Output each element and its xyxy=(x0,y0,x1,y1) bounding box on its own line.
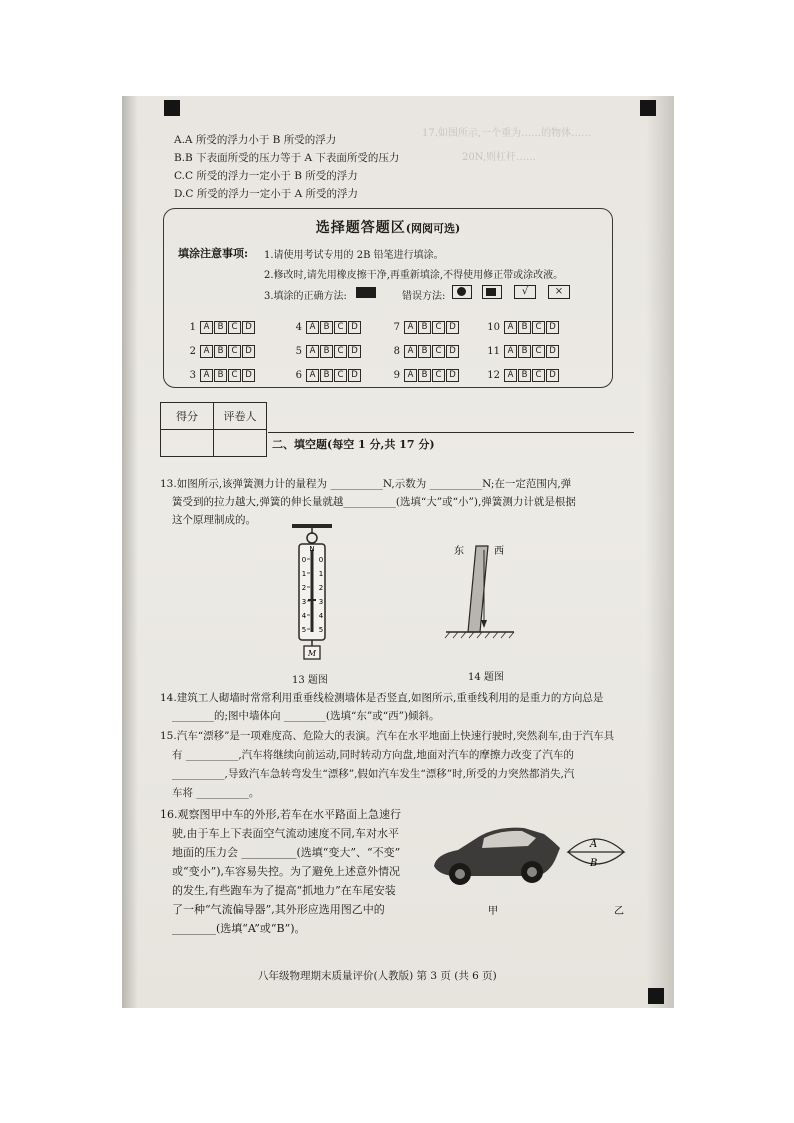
bleed-through: 17.如图所示,一个重为……的物体…… xyxy=(422,128,592,139)
tick-label-right: 3 xyxy=(318,598,324,606)
answer-bubble-a[interactable]: A xyxy=(504,369,517,382)
page-shadow-right xyxy=(646,96,674,1008)
answer-bubble-b[interactable]: B xyxy=(418,345,431,358)
answer-row-1 xyxy=(178,321,256,334)
tick-label-left: 5 xyxy=(301,626,307,634)
registration-mark xyxy=(640,100,656,116)
answer-bubble-a[interactable]: A xyxy=(504,321,517,334)
note-1: 1.请使用考试专用的 2B 铅笔进行填涂。 xyxy=(264,250,444,261)
wrong-sample-dot xyxy=(452,285,472,299)
question-number: 8 xyxy=(393,346,400,357)
fig13-caption: 13 题图 xyxy=(292,675,328,686)
ground-hatching xyxy=(445,632,514,638)
answer-bubble-b[interactable]: B xyxy=(214,321,227,334)
option-c: C.C 所受的浮力一定小于 B 所受的浮力 xyxy=(174,170,358,182)
q16-line3: 地面的压力会 __________(选填“变大”、“不变” xyxy=(172,846,401,859)
answer-bubble-c[interactable]: C xyxy=(532,321,545,334)
answer-bubble-c[interactable]: C xyxy=(532,369,545,382)
q14-line2: ________的;图中墙体向 ________(选填“东”或“西”)倾斜。 xyxy=(172,710,440,722)
answer-bubble-c[interactable]: C xyxy=(228,321,241,334)
q13-line1: 13.如图所示,该弹簧测力计的量程为 __________N,示数为 __________N;在一定范围内,弹 xyxy=(160,478,572,490)
answer-bubble-d[interactable]: D xyxy=(348,345,361,358)
grader-cell[interactable] xyxy=(214,430,267,457)
wrong-label: 错误方法: xyxy=(402,291,446,302)
answer-bubble-b[interactable]: B xyxy=(518,369,531,382)
scale-unit: N xyxy=(309,545,315,553)
tick-label-left: 0 xyxy=(301,556,307,564)
answer-bubble-c[interactable]: C xyxy=(228,345,241,358)
photographed-page xyxy=(122,96,674,1008)
q16-line1: 16.观察图甲中车的外形,若车在水平路面上急速行 xyxy=(160,808,401,821)
answer-bubble-d[interactable]: D xyxy=(242,321,255,334)
fig16-caption-b: 乙 xyxy=(614,906,624,917)
answer-row-5 xyxy=(284,345,362,358)
grader-header: 评卷人 xyxy=(214,403,267,430)
registration-mark xyxy=(648,988,664,1004)
tick-label-left: 4 xyxy=(301,612,307,620)
page-shadow-left xyxy=(122,96,138,1008)
plumb-bob xyxy=(481,620,487,628)
section-rule xyxy=(268,432,634,433)
answer-bubble-b[interactable]: B xyxy=(518,321,531,334)
question-number: 12 xyxy=(487,370,500,381)
answer-bubble-b[interactable]: B xyxy=(320,321,333,334)
answer-area-title-text: 选择题答题区 xyxy=(315,220,406,236)
wall-plumb-figure xyxy=(440,540,530,650)
answer-bubble-b[interactable]: B xyxy=(418,321,431,334)
q15-line2: 有 __________,汽车将继续向前运动,同时转动方向盘,地面对汽车的摩擦力改变了汽车的 xyxy=(172,749,574,761)
answer-bubble-c[interactable]: C xyxy=(432,345,445,358)
airfoil-label-b: B xyxy=(590,858,598,869)
answer-bubble-c[interactable]: C xyxy=(432,321,445,334)
tick-label-right: 0 xyxy=(318,556,324,564)
tick-label-right: 1 xyxy=(318,570,324,578)
answer-bubble-d[interactable]: D xyxy=(446,345,459,358)
leaning-wall xyxy=(468,546,488,632)
q15-line3: __________,导致汽车急转弯发生“漂移”,假如汽车发生“漂移”时,所受的力突然都消失,汽 xyxy=(172,768,575,780)
question-number: 1 xyxy=(189,322,196,333)
score-header: 得分 xyxy=(161,403,214,430)
note-2: 2.修改时,请先用橡皮擦干净,再重新填涂,不得使用修正带或涂改液。 xyxy=(264,270,564,281)
question-number: 4 xyxy=(295,322,302,333)
answer-bubble-d[interactable]: D xyxy=(242,345,255,358)
answer-bubble-b[interactable]: B xyxy=(214,369,227,382)
tick-label-left: 2 xyxy=(301,584,307,592)
question-number: 3 xyxy=(189,370,196,381)
answer-bubble-c[interactable]: C xyxy=(334,321,347,334)
registration-mark xyxy=(164,100,180,116)
answer-row-3 xyxy=(178,369,256,382)
answer-row-6 xyxy=(284,369,362,382)
option-a: A.A 所受的浮力小于 B 所受的浮力 xyxy=(174,134,337,146)
weight-label: M xyxy=(307,649,317,658)
option-b: B.B 下表面所受的压力等于 A 下表面所受的压力 xyxy=(174,152,400,164)
answer-bubble-d[interactable]: D xyxy=(546,345,559,358)
answer-bubble-d[interactable]: D xyxy=(348,369,361,382)
answer-bubble-d[interactable]: D xyxy=(242,369,255,382)
answer-row-2 xyxy=(178,345,256,358)
answer-bubble-b[interactable]: B xyxy=(518,345,531,358)
answer-bubble-d[interactable]: D xyxy=(446,369,459,382)
answer-bubble-a[interactable]: A xyxy=(404,321,417,334)
tick-label-left: 1 xyxy=(301,570,307,578)
question-number: 10 xyxy=(487,322,500,333)
question-number: 6 xyxy=(295,370,302,381)
tick-label-right: 2 xyxy=(318,584,324,592)
answer-bubble-a[interactable]: A xyxy=(200,369,213,382)
answer-row-12 xyxy=(482,369,560,382)
page-footer: 八年级物理期末质量评价(人教版) 第 3 页 (共 6 页) xyxy=(258,970,497,982)
option-d: D.C 所受的浮力一定小于 A 所受的浮力 xyxy=(174,188,359,200)
answer-bubble-a[interactable]: A xyxy=(306,321,319,334)
q16-line5: 的发生,有些跑车为了提高“抓地力”在车尾安装 xyxy=(172,884,396,897)
section-title: 二、填空题(每空 1 分,共 17 分) xyxy=(272,438,435,451)
answer-row-7 xyxy=(382,321,460,334)
correct-fill-sample xyxy=(356,287,376,298)
answer-bubble-b[interactable]: B xyxy=(320,345,333,358)
answer-bubble-c[interactable]: C xyxy=(432,369,445,382)
question-number: 7 xyxy=(393,322,400,333)
tick-label-left: 3 xyxy=(301,598,307,606)
notes-label: 填涂注意事项: xyxy=(178,247,249,260)
answer-bubble-b[interactable]: B xyxy=(418,369,431,382)
car-image xyxy=(434,828,560,885)
spring-scale-figure xyxy=(282,524,342,664)
answer-bubble-b[interactable]: B xyxy=(320,369,333,382)
question-number: 11 xyxy=(487,346,500,357)
note-3: 3.填涂的正确方法: xyxy=(264,291,347,302)
answer-bubble-d[interactable]: D xyxy=(546,321,559,334)
answer-bubble-a[interactable]: A xyxy=(306,345,319,358)
q16-line6: 了一种“气流偏导器”,其外形应选用图乙中的 xyxy=(172,903,385,916)
question-number: 9 xyxy=(393,370,400,381)
wrong-sample-cross: × xyxy=(548,285,570,299)
q16-line2: 驶,由于车上下表面空气流动速度不同,车对水平 xyxy=(172,827,399,840)
answer-bubble-c[interactable]: C xyxy=(334,345,347,358)
answer-bubble-a[interactable]: A xyxy=(200,345,213,358)
q15-line4: 车将 __________。 xyxy=(172,787,260,799)
question-number: 5 xyxy=(295,346,302,357)
answer-bubble-a[interactable]: A xyxy=(404,345,417,358)
q15-line1: 15.汽车“漂移”是一项难度高、危险大的表演。汽车在水平地面上快速行驶时,突然刹车,由于汽车具 xyxy=(160,730,615,742)
answer-bubble-c[interactable]: C xyxy=(334,369,347,382)
answer-bubble-a[interactable]: A xyxy=(404,369,417,382)
answer-row-10 xyxy=(482,321,560,334)
score-cell[interactable] xyxy=(161,430,214,457)
answer-row-8 xyxy=(382,345,460,358)
answer-row-4 xyxy=(284,321,362,334)
ceiling-hook-bar xyxy=(292,524,332,528)
q16-line7: ________(选填“A”或“B”)。 xyxy=(172,922,306,935)
score-table xyxy=(160,402,267,457)
airfoil-label-a: A xyxy=(590,839,598,850)
answer-area xyxy=(163,208,613,388)
answer-row-11 xyxy=(482,345,560,358)
answer-bubble-d[interactable]: D xyxy=(546,369,559,382)
q16-line4: 或“变小”),车容易失控。为了避免上述意外情况 xyxy=(172,865,401,878)
answer-bubble-a[interactable]: A xyxy=(200,321,213,334)
car-figure xyxy=(428,814,628,924)
q13-line2: 簧受到的拉力越大,弹簧的伸长量就越__________(选填“大”或“小”),弹簧测力计就是根据 xyxy=(172,496,576,508)
fig14-caption: 14 题图 xyxy=(468,672,504,683)
answer-row-9 xyxy=(382,369,460,382)
answer-bubble-c[interactable]: C xyxy=(532,345,545,358)
answer-area-subtitle: (网阅可选) xyxy=(405,222,461,235)
west-label: 西 xyxy=(494,546,504,557)
answer-bubble-b[interactable]: B xyxy=(214,345,227,358)
tick-label-right: 4 xyxy=(318,612,324,620)
top-ring xyxy=(307,533,317,543)
q13-line3: 这个原理制成的。 xyxy=(172,514,256,526)
q14-line1: 14.建筑工人砌墙时常常利用重垂线检测墙体是否竖直,如图所示,重垂线利用的是重力的方向总是 xyxy=(160,692,604,704)
answer-bubble-c[interactable]: C xyxy=(228,369,241,382)
answer-area-title xyxy=(164,217,612,237)
answer-bubble-d[interactable]: D xyxy=(348,321,361,334)
wrong-sample-check: √ xyxy=(514,285,536,299)
bleed-through: 20N,则杠杆…… xyxy=(462,152,537,163)
tick-label-right: 5 xyxy=(318,626,324,634)
question-number: 2 xyxy=(189,346,196,357)
answer-bubble-a[interactable]: A xyxy=(306,369,319,382)
answer-bubble-d[interactable]: D xyxy=(446,321,459,334)
east-label: 东 xyxy=(454,546,464,557)
fig16-caption-a: 甲 xyxy=(488,906,498,917)
wrong-sample-half xyxy=(482,285,502,299)
answer-bubble-a[interactable]: A xyxy=(504,345,517,358)
